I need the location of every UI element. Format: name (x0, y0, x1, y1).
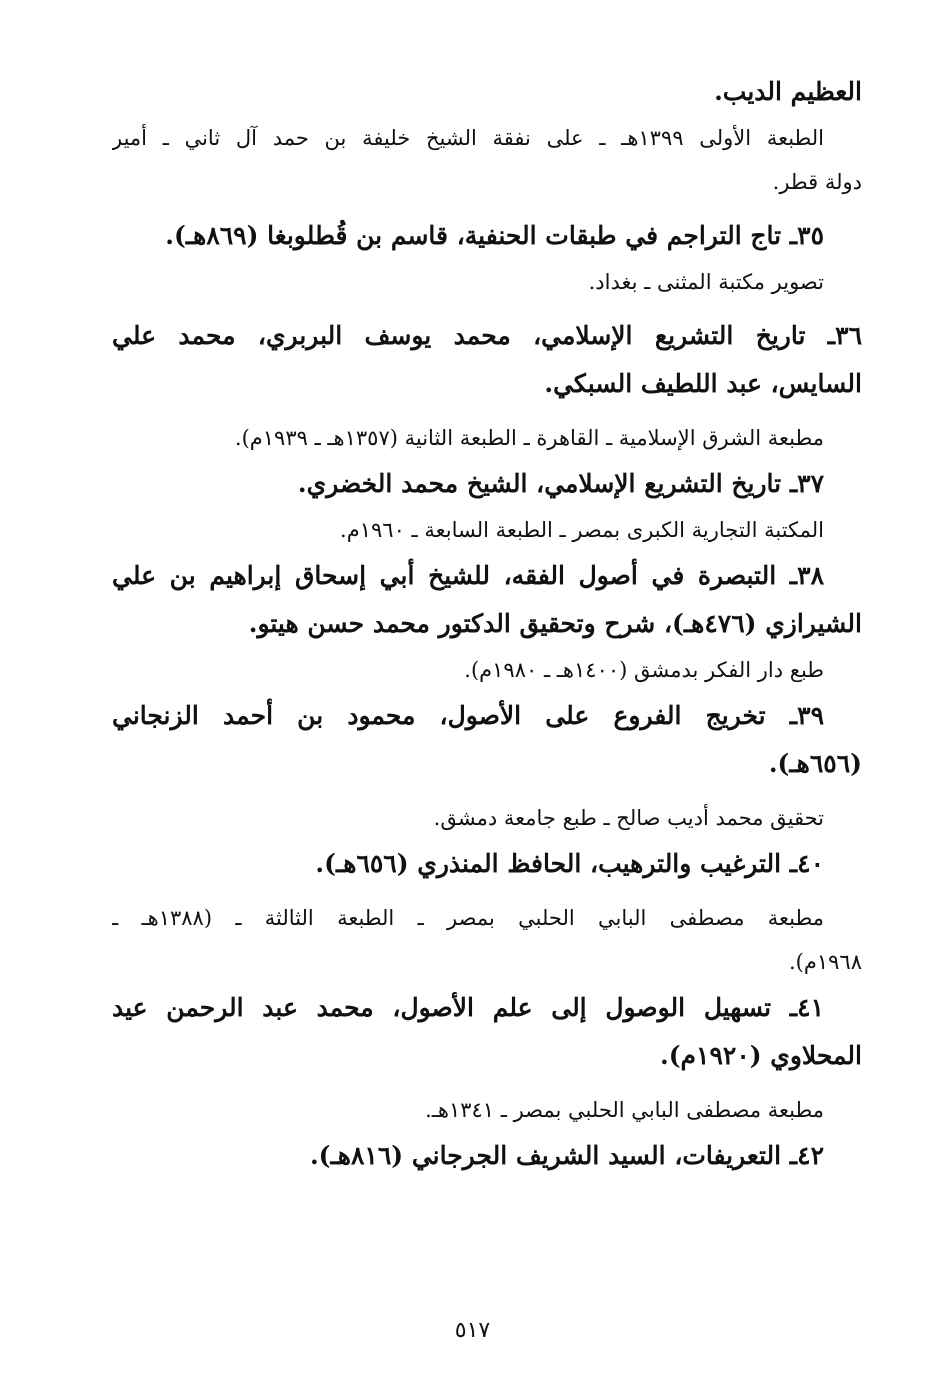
publication-info (112, 416, 862, 460)
publication-text-line: ١٩٦٨م). (789, 950, 862, 974)
publication-text-line: مطبعة الشرق الإسلامية ـ القاهرة ـ الطبعة الثانية (١٣٥٧هـ ـ ١٩٣٩م). (234, 426, 824, 450)
bibliography-list (112, 68, 862, 1180)
entry-title-line: ٣٩ـ تخريج الفروع على الأصول، محمود بن أحمد الزنجاني (112, 701, 824, 730)
bibliography-entry-42 (112, 1132, 862, 1180)
entry-continuation (112, 68, 862, 116)
bibliography-entry-38 (112, 552, 862, 648)
publication-info (112, 796, 862, 840)
publication-text-line: مطبعة مصطفى البابي الحلبي بمصر ـ ١٣٤١هـ. (425, 1098, 824, 1122)
publication-info (112, 896, 862, 984)
entry-title-line: (٦٥٦هـ). (768, 749, 862, 778)
entry-title-line: الشيرازي (٤٧٦هـ)، شرح وتحقيق الدكتور محمد حسن هيتو. (248, 609, 862, 638)
publication-info (112, 116, 862, 204)
bibliography-entry-37 (112, 460, 862, 508)
entry-title-line: ٣٥ـ تاج التراجم في طبقات الحنفية، قاسم بن قُطلوبغا (٨٦٩هـ). (165, 221, 824, 250)
bibliography-entry-39 (112, 692, 862, 788)
publication-info (112, 1088, 862, 1132)
publication-text-line: مطبعة مصطفى البابي الحلبي بمصر ـ الطبعة الثالثة ـ (١٣٨٨هـ ـ (112, 906, 824, 930)
publication-info (112, 508, 862, 552)
publication-text-line: الطبعة الأولى ١٣٩٩هـ ـ على نفقة الشيخ خليفة بن حمد آل ثاني ـ أمير (112, 126, 824, 150)
publication-info (112, 648, 862, 692)
entry-text-line: العظيم الديب. (714, 77, 862, 106)
publication-text-line: دولة قطر. (772, 170, 862, 194)
entry-title-line: السايس، عبد اللطيف السبكي. (544, 369, 862, 398)
bibliography-entry-36 (112, 312, 862, 408)
entry-title-line: المحلاوي (١٩٢٠م). (660, 1041, 862, 1070)
page-number: ٥١٧ (454, 1318, 491, 1343)
entry-title-line: ٤٠ـ الترغيب والترهيب، الحافظ المنذري (٦٥٦هـ). (315, 849, 824, 878)
entry-title-line: ٤١ـ تسهيل الوصول إلى علم الأصول، محمد عبد الرحمن عيد (112, 993, 824, 1022)
publication-text-line: تصوير مكتبة المثنى ـ بغداد. (588, 270, 824, 294)
bibliography-entry-35 (112, 212, 862, 260)
publication-info (112, 260, 862, 304)
bibliography-entry-40 (112, 840, 862, 888)
entry-title-line: ٤٢ـ التعريفات، السيد الشريف الجرجاني (٨١٦هـ). (309, 1141, 824, 1170)
entry-title-line: ٣٦ـ تاريخ التشريع الإسلامي، محمد يوسف البربري، محمد علي (112, 321, 862, 350)
publication-text-line: طبع دار الفكر بدمشق (١٤٠٠هـ ـ ١٩٨٠م). (464, 658, 824, 682)
publication-text-line: المكتبة التجارية الكبرى بمصر ـ الطبعة السابعة ـ ١٩٦٠م. (340, 518, 824, 542)
bibliography-entry-41 (112, 984, 862, 1080)
entry-title-line: ٣٨ـ التبصرة في أصول الفقه، للشيخ أبي إسحاق إبراهيم بن علي (112, 561, 824, 590)
entry-title-line: ٣٧ـ تاريخ التشريع الإسلامي، الشيخ محمد الخضري. (297, 469, 824, 498)
publication-text-line: تحقيق محمد أديب صالح ـ طبع جامعة دمشق. (433, 806, 824, 830)
